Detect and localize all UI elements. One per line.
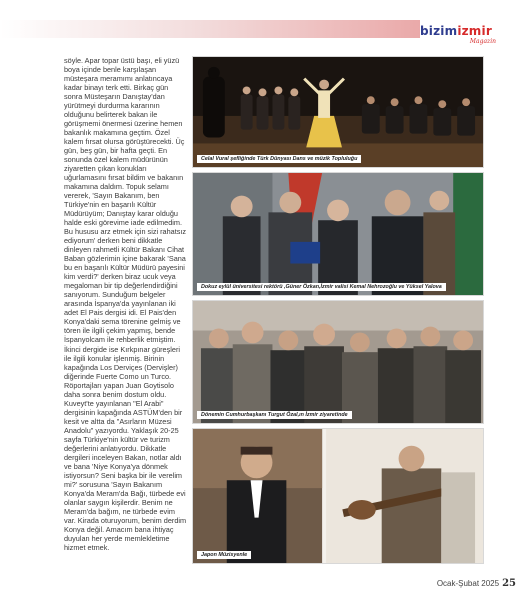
- page-number: 25: [502, 578, 516, 589]
- photo-caption: Dönemin Cumhurbaşkanı Turgut Özal,ın İzmir ziyaretinde: [197, 411, 352, 419]
- logo-text: bizimizmir: [420, 24, 492, 38]
- photo-caption: Dokuz eylül üniversitesi rektörü ,Güner Özkan,İzmir valisi Kemal Nehrozoğlu ve Yüksel Yalova: [197, 283, 446, 291]
- dance-stage-image: [193, 57, 483, 167]
- photo-caption: Celal Vural şefliğinde Türk Dünyası Dans ve müzik Topluluğu: [197, 155, 361, 163]
- japanese-musician-image: [193, 429, 483, 563]
- issue-date: Ocak-Şubat 2025: [436, 579, 500, 588]
- logo-subtitle: Magazin: [469, 38, 496, 45]
- photo-caption: Japon Müzisyenle: [197, 551, 251, 559]
- article-paragraph: söyle. Apar topar üstü başı, eli yüzü boya içinde benle karşılaşan müsteşara meramımı anlatıncaya kadar binayı terk etti. Birkaç gün sonra Müsteşarın Danıştay'dan yürütmeyi durdurma kararının olduğunu belirterek bakan ile görüşmemi önermesi üzerine hemen bakanlık makamına geçtim. Özel kalem fırsat olursa görüştürecekti. Üç gün, beş gün, bir hafta geçti. En sonunda özel kalem müdürünün ziyaretten çıkan konukları uğurlamasını fırsat bildim ve bakanın makamına daldım. Topuk selamı vererek, 'Sayın Bakanım, ben Türkiye'nin en başarılı Kültür Müdürüyüm; Danıştay karar olduğu halde eski görevime iade edilmedim. Bu hususu arz etmek için sizi rahatsız ediyorum' derken beni dikkatle dinleyen rahmetli Kültür Bakanı Cihat Baban gözlerimin içine bakarak 'Sana bu en başarılı Kültür Müdürü payesini kim verdi?' derken biraz ucuk veya megaloman bir tip değerlendirdiğini sanıyorum. Sunduğum belgeler arasında İspanya'da yayınlanan iki adet El Pais dergisi idi. El Pais'den Konya'daki sema törenine gelmiş ve tören ile ilgili çekim yapmış, bende İspanyolcam ile rehberlik etmiştim. İkinci dergide ise Kırkpınar güreşleri ile ilgili konular işlenmiş. Birinin kapağında Los Derviçes (Dervişler) diğerinde Fuerte Como un Turco. Röportajları yapan Juan Goytisolo daha sonra benim dostum oldu. Kuveyt'te yayınlanan "El Arabi" dergisinin kapağında ASTÜM'den bir kesit ve altta da "Asırların Müzesi Anadolu" yazıyordu. Yaklaşık 20-25 sayfa Türkiye'nin kültür ve turizm değerlerini anlatıyordu. Dikkatle dergileri inceleyen Bakan, notlar aldı ve bana 'Niye Konya'ya dönmek istiyorsun? Seni başka bir ile verelim mi?' sorusuna 'Sayın Bakanım Konya'da Meram'da Bağı, türbede evi olanlar saygın kişilerdir. Benim ne Meram'da bağım, ne türbede evim var. Kirada oturuyorum, benim derdim Konya değil. Amacım bana ihtiyaç duyulan her yerde memlekletime hizmet etmek.: [64, 56, 187, 552]
- magazine-logo: [420, 24, 510, 46]
- article-body: [64, 56, 188, 552]
- photo-president-visit: [192, 300, 484, 424]
- president-visit-image: [193, 301, 483, 423]
- ceremony-image: [193, 173, 483, 295]
- photo-japanese-musician: [192, 428, 484, 564]
- photo-university-ceremony: [192, 172, 484, 296]
- header-decorative-band: [0, 20, 420, 38]
- photo-dance-ensemble: [192, 56, 484, 168]
- page-footer: [437, 578, 516, 589]
